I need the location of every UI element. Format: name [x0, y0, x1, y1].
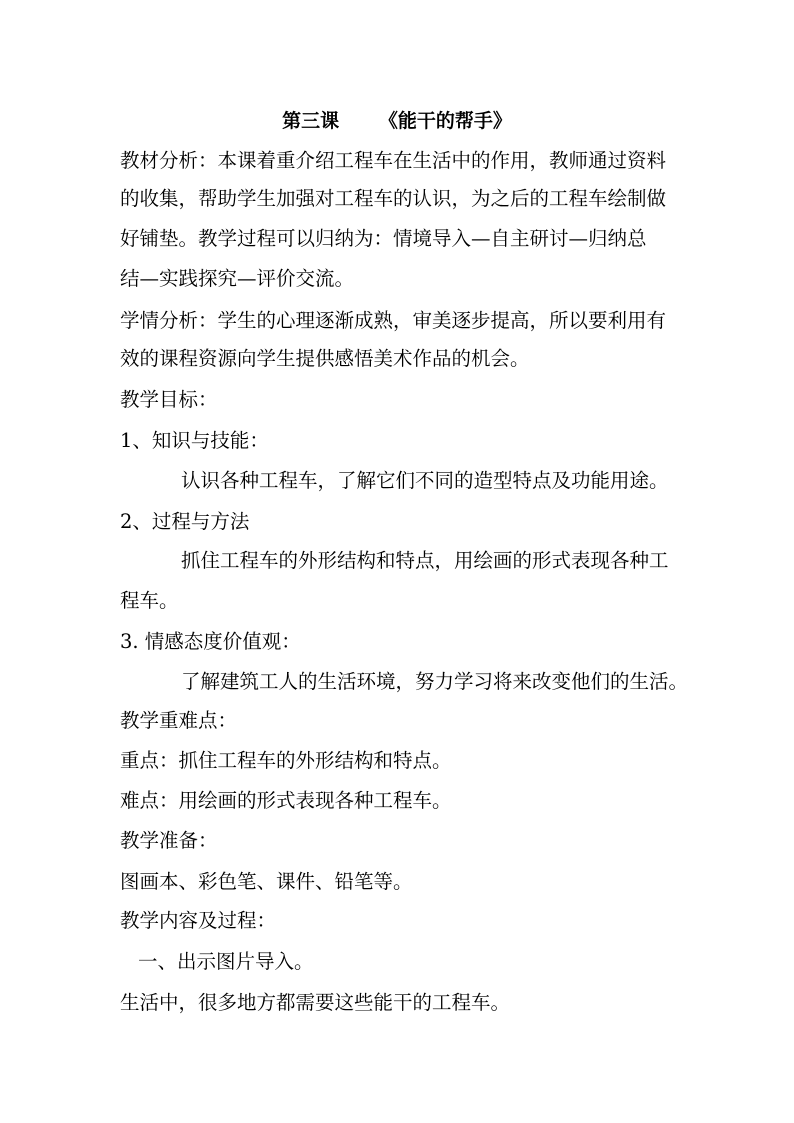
section-heading: 教学内容及过程：	[120, 909, 277, 932]
paragraph-line: 了解建筑工人的生活环境，努力学习将来改变他们的生活。	[181, 670, 689, 693]
section-heading: 教学准备：	[120, 829, 218, 852]
paragraph-line: 程车。	[120, 589, 179, 612]
section-heading: 教学重难点：	[120, 709, 238, 732]
paragraph-line: 认识各种工程车，了解它们不同的造型特点及功能用途。	[181, 469, 669, 492]
paragraph-line: 结—实践探究—评价交流。	[120, 267, 355, 290]
subsection-heading: 1、知识与技能：	[120, 429, 269, 452]
paragraph-line: 学情分析：学生的心理逐渐成熟，审美逐步提高，所以要利用有	[120, 309, 667, 332]
paragraph-line: 难点：用绘画的形式表现各种工程车。	[120, 789, 452, 812]
paragraph-line: 生活中，很多地方都需要这些能干的工程车。	[120, 991, 511, 1014]
subsection-heading: 一、出示图片导入。	[138, 950, 314, 973]
paragraph-line: 好铺垫。教学过程可以归纳为：情境导入—自主研讨—归纳总	[120, 227, 647, 250]
paragraph-line: 教材分析：本课着重介绍工程车在生活中的作用，教师通过资料	[120, 149, 667, 172]
section-heading: 教学目标：	[120, 388, 218, 411]
paragraph-line: 效的课程资源向学生提供感悟美术作品的机会。	[120, 347, 530, 370]
subsection-heading: 2、过程与方法	[120, 510, 250, 533]
paragraph-line: 抓住工程车的外形结构和特点，用绘画的形式表现各种工	[181, 549, 669, 572]
paragraph-line: 重点：抓住工程车的外形结构和特点。	[120, 749, 452, 772]
subsection-heading: 3. 情感态度价值观：	[120, 630, 301, 653]
document-title: 第三课 《能干的帮手》	[282, 110, 512, 132]
paragraph-line: 的收集，帮助学生加强对工程车的认识，为之后的工程车绘制做	[120, 187, 667, 210]
paragraph-line: 图画本、彩色笔、课件、铅笔等。	[120, 870, 413, 893]
